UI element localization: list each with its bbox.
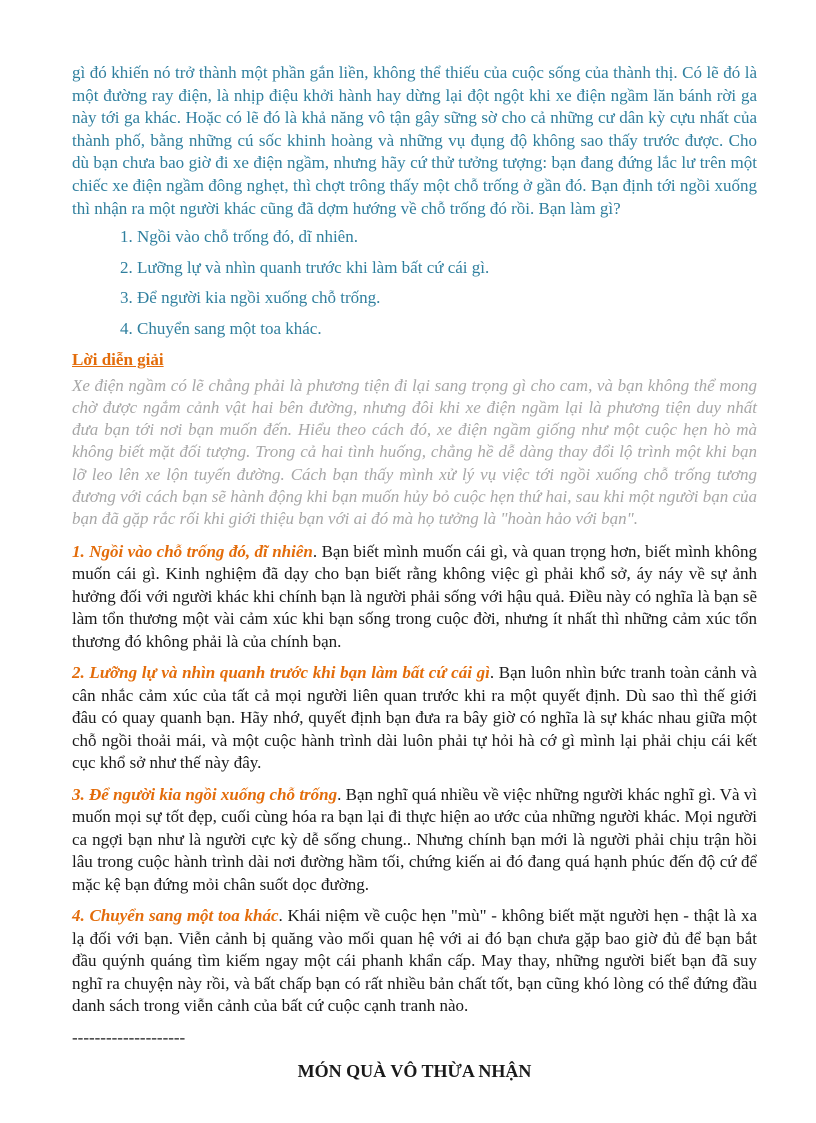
next-story-title: MÓN QUÀ VÔ THỪA NHẬN — [297, 1060, 532, 1081]
answer-lead: 3. Để người kia ngồi xuống chỗ trống — [72, 784, 338, 804]
choice-item: 2. Lưỡng lự và nhìn quanh trước khi làm bất cứ cái gì. — [120, 257, 490, 277]
answer-text: . Bạn luôn nhìn bức tranh toàn cảnh và cân nhắc cảm xúc của tất cả mọi người liên quan trước khi ra một quyết định. Dù sao thì thế giới đâu có quay quanh bạn. Hãy nhớ, quyết định bạn đưa ra bây giờ có nghĩa là sự khác nhau giữa một chỗ ngồi thoải mái, và một cuộc hành trình dài luôn phải tự hỏi hà cớ gì mình lại phải chịu cái kết cục khổ sở như thế này đây. — [72, 663, 757, 773]
answer-lead: 2. Lưỡng lự và nhìn quanh trước khi bạn làm bất cứ cái gì — [72, 663, 490, 683]
section-divider: -------------------- — [72, 1027, 186, 1047]
answer-lead: 4. Chuyển sang một toa khác — [72, 906, 279, 926]
answer-text: . Khái niệm về cuộc hẹn "mù" - không biết mặt người hẹn - thật là xa lạ đối với bạn. Viễn cảnh bị quăng vào mối quan hệ với ai đó bạn chưa gặp bao giờ đủ để bạn bắt đầu quýnh quáng tìm kiếm ngay một cái phanh khẩn cấp. May thay, những người biết bạn đã suy nghĩ ra chuyện này rồi, và bất chấp bạn có rất nhiều bản chất tốt, bạn cũng khó lòng có thể đứng đầu danh sách trong viễn cảnh của bất cứ cuộc cạnh tranh nào. — [72, 906, 757, 1016]
choice-list — [72, 226, 757, 340]
answer-paragraph — [72, 662, 757, 775]
answer-paragraph — [72, 541, 757, 654]
choice-item: 3. Để người kia ngồi xuống chỗ trống. — [120, 288, 381, 308]
choice-item: 1. Ngồi vào chỗ trống đó, dĩ nhiên. — [120, 227, 358, 247]
choice-item: 4. Chuyển sang một toa khác. — [120, 318, 322, 338]
answer-text: . Bạn nghĩ quá nhiều về việc những người khác nghĩ gì. Và vì muốn mọi sự tốt đẹp, cuối cùng hóa ra bạn lại đi thực hiện ao ước của những người khác. Mọi người ca ngợi bạn như là người cực kỳ dễ sống chung.. Nhưng chính bạn mới là người phải chịu trận hồi lâu trong cuộc hành trình dài nơi đường hầm tối, chứng kiến ai đó đang quá hạnh phúc đến độ cứ để mặc kệ bạn đứng mỏi chân suốt dọc đường. — [72, 784, 757, 894]
explanation-paragraph: Xe điện ngầm có lẽ chẳng phải là phương tiện đi lại sang trọng gì cho cam, và bạn không thể mong chờ được ngắm cảnh vật hai bên đường, nhưng đôi khi xe điện ngầm lại là phương tiện duy nhất đưa bạn tới nơi bạn muốn đến. Hiểu theo cách đó, xe điện ngầm giống như một cuộc hẹn hò mà không biết mặt đối tượng. Trong cả hai tình huống, chẳng hề dễ dàng thay đổi lộ trình một khi bạn lỡ leo lên xe lộn tuyến đường. Cách bạn thấy mình xử lý vụ việc tới ngồi xuống chỗ trống tương đương với cách bạn sẽ hành động khi bạn muốn hủy bỏ cuộc hẹn thứ hai, sau khi một người bạn của bạn đã gặp rắc rối khi giới thiệu bạn với ai đó mà họ tưởng là "hoàn hảo với bạn". — [72, 375, 757, 529]
intro-paragraph: gì đó khiến nó trở thành một phần gắn liền, không thể thiếu của cuộc sống của thành thị. Có lẽ đó là một đường ray điện, là nhịp điệu khởi hành hay dừng lại đột ngột khi xe điện ngầm lăn bánh rời ga này tới ga khác. Hoặc có lẽ đó là khả năng vô tận gây sững sờ cho cả những cư dân kỳ cựu nhất của thành phố, bằng những cú sốc khinh hoàng và những vụ đụng độ không sao thấy trước được. Cho dù bạn chưa bao giờ đi xe điện ngầm, nhưng hãy cứ thử tưởng tượng: bạn đang đứng lắc lư trên một chiếc xe điện ngầm đông nghẹt, thì chợt trông thấy một chỗ trống ở gần đó. Bạn định tới ngồi xuống thì nhận ra một người khác cũng đã dợm hướng về chỗ trống đó rồi. Bạn làm gì? — [72, 63, 757, 218]
answer-paragraph — [72, 784, 757, 897]
answer-paragraph — [72, 905, 757, 1018]
document-page — [72, 62, 757, 1083]
answer-lead: 1. Ngồi vào chỗ trống đó, dĩ nhiên — [72, 541, 313, 561]
answer-text: . Bạn biết mình muốn cái gì, và quan trọng hơn, biết mình không muốn cái gì. Kinh nghiệm đã dạy cho bạn biết rằng không việc gì phải khổ sở, áy náy về sự ảnh hưởng đối với người khác khi chính bạn là người phải sống với hậu quả. Điều này có nghĩa là bạn sẽ làm tổn thương một vài cảm xúc khi bạn sống trong cuộc đời, nhưng ít nhất thì những cảm xúc tổn thương đó không phải là của chính bạn. — [72, 541, 757, 651]
explanation-heading: Lời diễn giải — [72, 349, 164, 369]
